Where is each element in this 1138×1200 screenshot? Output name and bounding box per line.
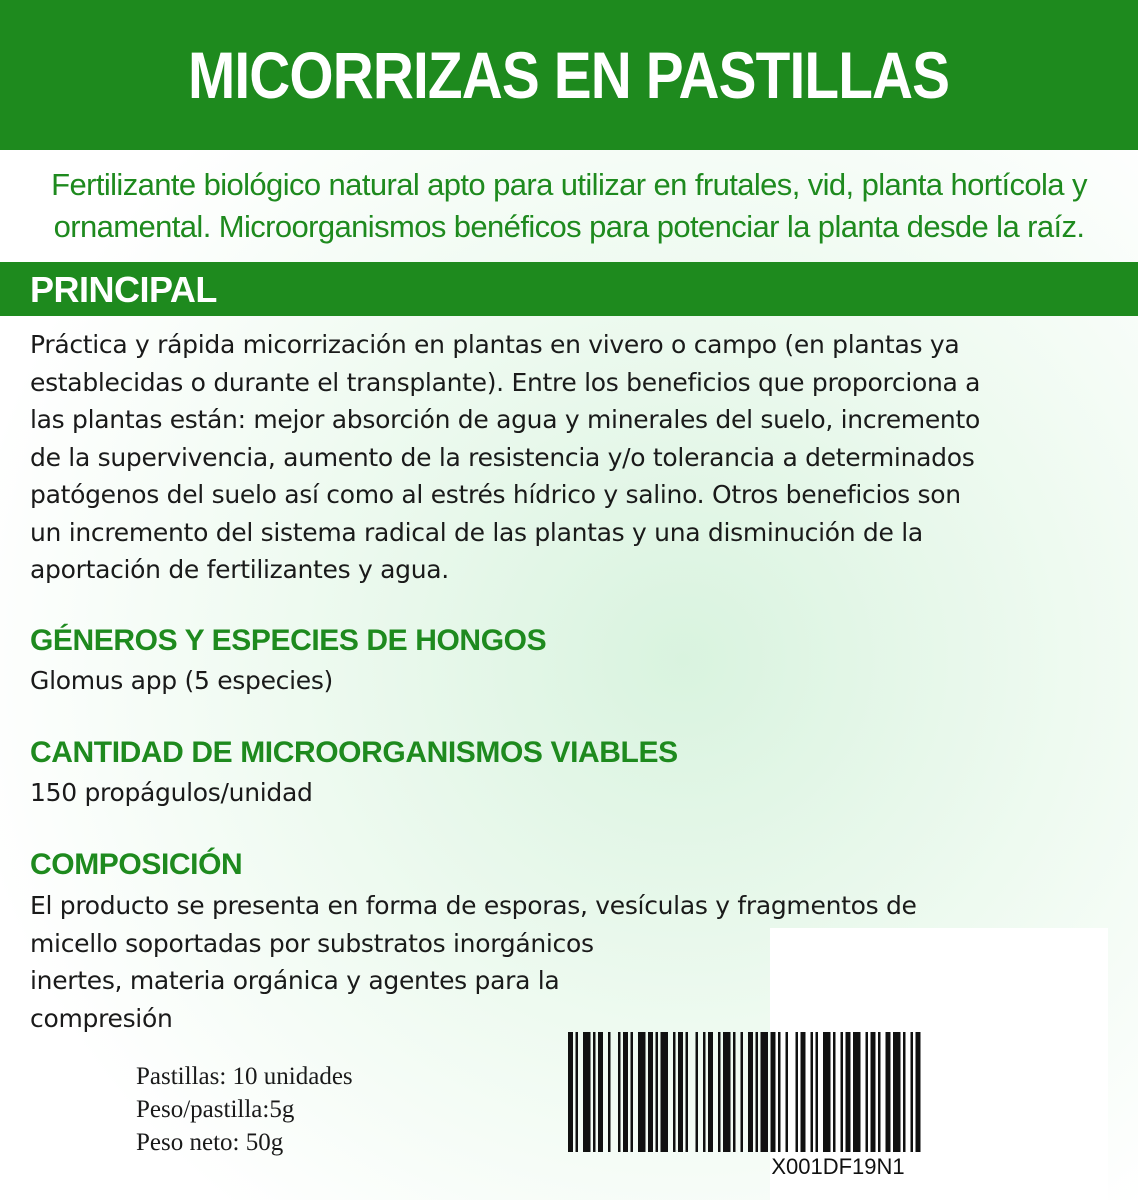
principal-heading: PRINCIPAL <box>30 269 217 310</box>
barcode-bar <box>833 1032 836 1152</box>
barcode-bar <box>718 1032 721 1152</box>
barcode-bar <box>916 1032 921 1152</box>
barcode-bar <box>871 1032 876 1152</box>
barcode-bar <box>608 1032 611 1152</box>
barcode-bar <box>801 1032 806 1152</box>
principal-line: Práctica y rápida micorrización en plantas en vivero o campo (en plantas ya <box>30 330 960 359</box>
barcode-bar <box>708 1032 713 1152</box>
principal-line: de la supervivencia, aumento de la resistencia y/o tolerancia a determinados <box>30 442 975 472</box>
barcode-bar <box>911 1032 914 1152</box>
barcode-bar <box>733 1032 736 1152</box>
composition-line: micello soportadas por substratos inorgánicos <box>30 928 594 958</box>
barcode-code: X001DF19N1 <box>771 1154 905 1179</box>
barcode-bar <box>771 1032 776 1152</box>
quantity-heading: CANTIDAD DE MICROORGANISMOS VIABLES <box>30 736 678 769</box>
barcode-bar <box>618 1032 621 1152</box>
barcode-bar <box>893 1032 901 1152</box>
intro-line: ornamental. Microorganismos benéficos para potenciar la planta desde la raíz. <box>53 209 1085 244</box>
barcode-bar <box>866 1032 869 1152</box>
composition-heading: COMPOSICIÓN <box>30 848 243 881</box>
principal-section-bar <box>0 262 1138 316</box>
composition-line: compresión <box>30 1003 173 1033</box>
intro-text <box>20 164 1118 248</box>
barcode-bar <box>903 1032 906 1152</box>
composition-line: El producto se presenta en forma de esporas, vesículas y fragmentos de <box>30 891 917 920</box>
barcode-bar <box>853 1032 861 1152</box>
barcode-bar <box>761 1032 769 1152</box>
barcode-bar <box>568 1032 573 1152</box>
barcode-bar <box>686 1032 689 1152</box>
genus-heading: GÉNEROS Y ESPECIES DE HONGOS <box>30 624 547 657</box>
barcode-image <box>568 1032 1108 1152</box>
barcode-bar <box>878 1032 881 1152</box>
pack-unit-weight: Peso/pastilla:5g <box>136 1096 295 1123</box>
principal-text <box>30 326 1120 589</box>
barcode-bar <box>846 1032 851 1152</box>
barcode-bar <box>786 1032 789 1152</box>
principal-line: las plantas están: mejor absorción de agua y minerales del suelo, incremento <box>30 405 980 434</box>
pack-info <box>136 1060 353 1159</box>
barcode-bar <box>778 1032 781 1152</box>
principal-line: aportación de fertilizantes y agua. <box>30 555 449 584</box>
barcode-bar <box>823 1032 831 1152</box>
barcode-bar <box>576 1032 579 1152</box>
quantity-text: 150 propágulos/unidad <box>30 778 313 807</box>
barcode-bar <box>703 1032 706 1152</box>
barcode-bar <box>748 1032 753 1152</box>
pack-net-weight: Peso neto: 50g <box>136 1129 284 1156</box>
barcode-bar <box>661 1032 669 1152</box>
header-banner <box>0 0 1138 150</box>
composition-text <box>30 887 1040 1037</box>
barcode-bar <box>796 1032 799 1152</box>
barcode-bar <box>638 1032 646 1152</box>
barcode-bar <box>696 1032 699 1152</box>
barcode-bar <box>648 1032 653 1152</box>
page-title: MICORRIZAS EN PASTILLAS <box>188 38 950 112</box>
barcode-bar <box>598 1032 603 1152</box>
barcode-bar <box>623 1032 628 1152</box>
principal-line: patógenos del suelo así como al estrés hídrico y salino. Otros beneficios son <box>30 480 961 509</box>
barcode-bar <box>593 1032 596 1152</box>
barcode-bar <box>673 1032 676 1152</box>
intro-line: Fertilizante biológico natural apto para utilizar en frutales, vid, planta hortícola y <box>51 167 1087 202</box>
barcode-bar <box>678 1032 683 1152</box>
barcode-bar <box>723 1032 731 1152</box>
barcode-bar <box>741 1032 744 1152</box>
genus-text: Glomus app (5 especies) <box>30 666 334 695</box>
principal-line: un incremento del sistema radical de las plantas y una disminución de la <box>30 517 923 547</box>
barcode-bar <box>816 1032 819 1152</box>
barcode-bar <box>656 1032 659 1152</box>
barcode-bar <box>886 1032 891 1152</box>
composition-line: inertes, materia orgánica y agentes para la <box>30 966 560 995</box>
barcode-bar <box>811 1032 814 1152</box>
principal-line: establecidas o durante el transplante). Entre los beneficios que proporciona a <box>30 367 981 397</box>
barcode-bar <box>631 1032 634 1152</box>
barcode-bar <box>756 1032 759 1152</box>
barcode-bar <box>841 1032 844 1152</box>
barcode-bar <box>583 1032 591 1152</box>
pack-count: Pastillas: 10 unidades <box>136 1063 353 1090</box>
